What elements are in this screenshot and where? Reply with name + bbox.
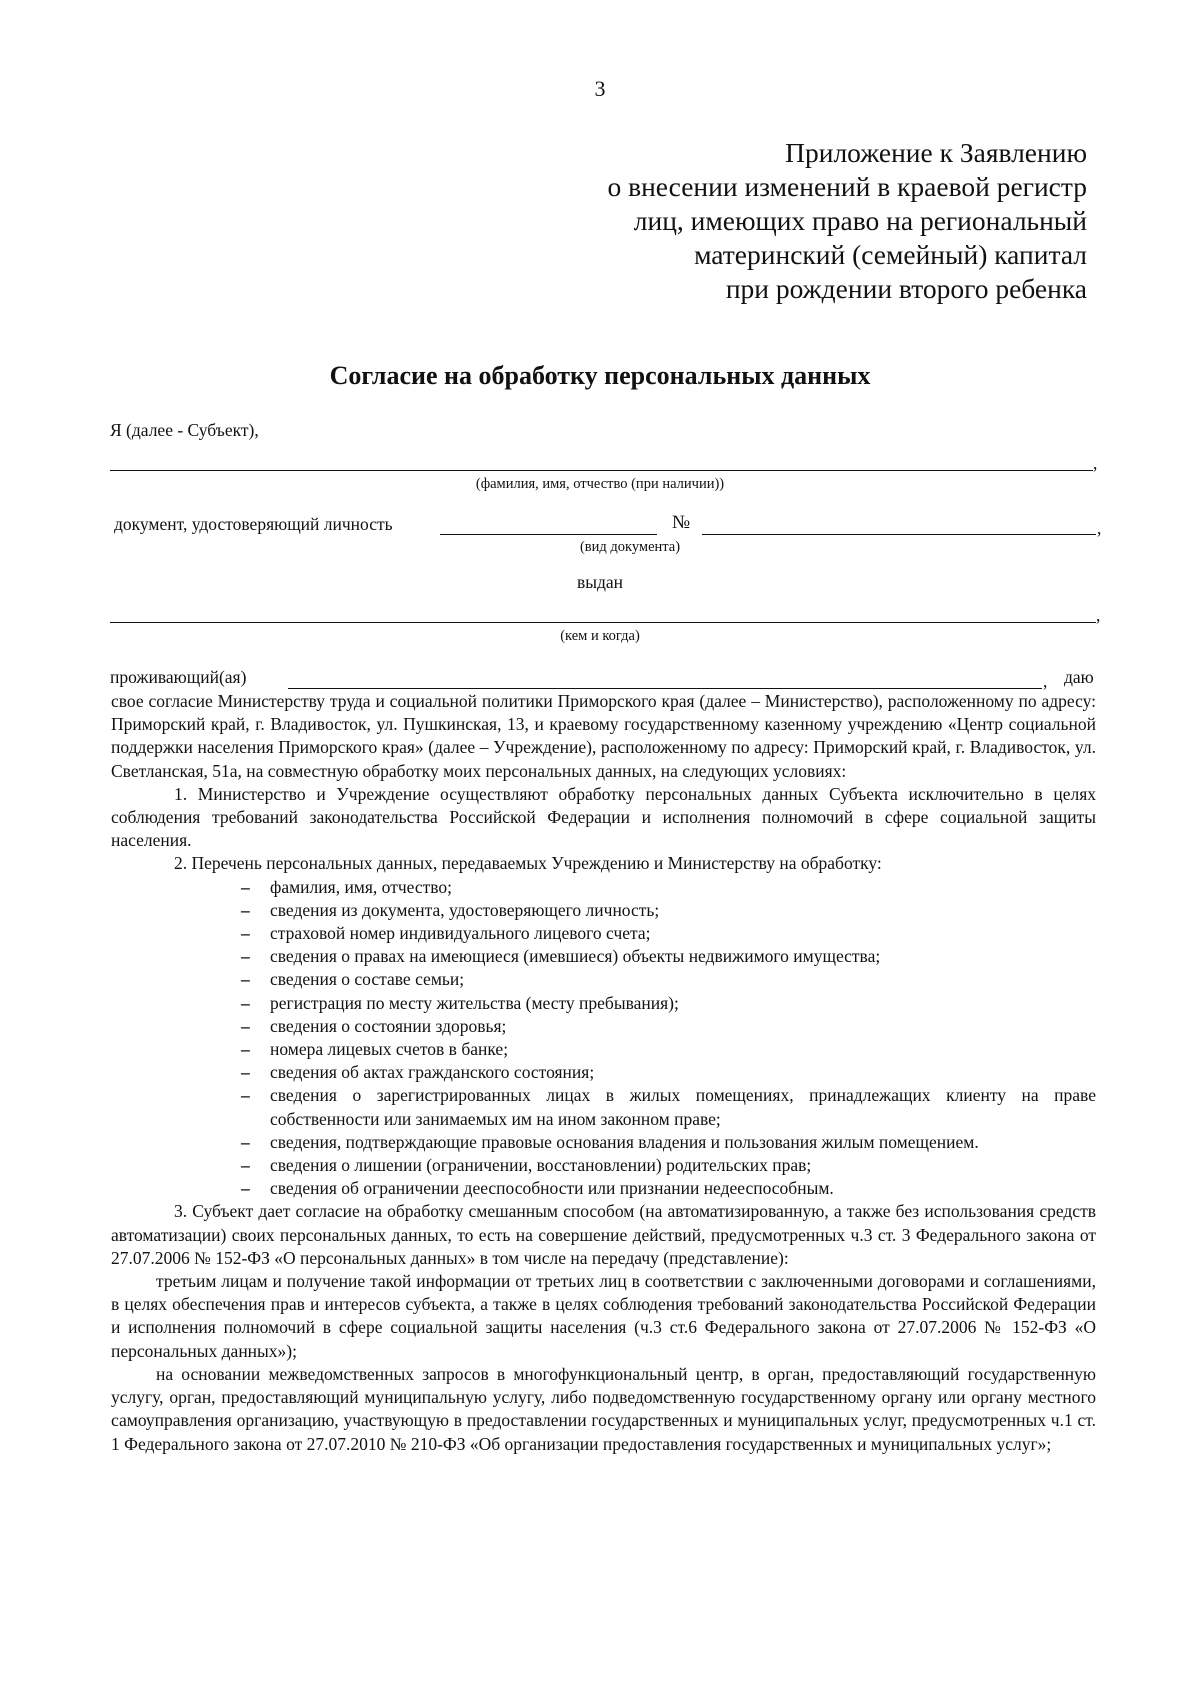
item-1-paragraph: 1. Министерство и Учреждение осуществляют обработку персональных данных Субъекта исключительно в целях соблюдения требований законодательства Российской Федерации и исполнения полномочий в сфере социальной защиты населения. (111, 783, 1096, 851)
id-document-label: документ, удостоверяющий личность (114, 514, 393, 534)
issued-by-caption: (кем и когда) (560, 628, 640, 644)
appendix-line: лиц, имеющих право на региональный (633, 205, 1087, 236)
list-item: – номера лицевых счетов в банке; (270, 1038, 1096, 1061)
personal-data-list (111, 876, 1096, 1201)
list-item: – сведения о составе семьи; (270, 968, 1096, 991)
list-item: – сведения о лишении (ограничении, восстановлении) родительских прав; (270, 1154, 1096, 1177)
document-number-line (702, 534, 1096, 535)
comma: , (1093, 453, 1098, 473)
list-item: – регистрация по месту жительства (месту пребывания); (270, 992, 1096, 1015)
item-2-paragraph: 2. Перечень персональных данных, передаваемых Учреждению и Министерству на обработку: (174, 853, 882, 874)
appendix-line: при рождении второго ребенка (725, 273, 1087, 304)
consent-paragraph: свое согласие Министерству труда и социальной политики Приморского края (далее – Министерство), расположенному по адресу: Приморский край, г. Владивосток, ул. Пушкинская, 13, и краевому государственному казенному учреждению «Центр социальной поддержки населения Приморского края» (далее – Учреждение), расположенному по адресу: Приморский край, г. Владивосток, ул. Светланская, 51а, на совместную обработку моих персональных данных, на следующих условиях: (111, 691, 1096, 781)
subject-intro: Я (далее - Субъект), (110, 420, 259, 440)
appendix-line: о внесении изменений в краевой регистр (607, 171, 1087, 202)
number-sign: № (672, 512, 691, 533)
document-type-caption: (вид документа) (579, 539, 681, 555)
comma: , (1097, 518, 1102, 538)
list-item: – сведения об ограничении дееспособности или признании недееспособным. (270, 1177, 1096, 1200)
appendix-line: материнский (семейный) капитал (694, 239, 1087, 270)
list-item: – сведения о состоянии здоровья; (270, 1015, 1096, 1038)
document-type-line (440, 534, 657, 535)
item-3-paragraph: 3. Субъект дает согласие на обработку смешанным способом (на автоматизированную, а также без использования средств автоматизации) своих персональных данных, то есть на совершение действий, предусмотренных ч.3 ст. 3 Федерального закона от 27.07.2006 № 152-ФЗ «О персональных данных» в том числе на передачу (представление): (111, 1201, 1096, 1268)
interagency-paragraph: на основании межведомственных запросов в многофункциональный центр, в орган, предоставляющий государственную услугу, орган, предоставляющий муниципальную услугу, либо подведомственную государственному органу или органу местного самоуправления организацию, участвующую в предоставлении государственных и муниципальных услуг, предусмотренных ч.1 ст. 1 Федерального закона от 27.07.2010 № 210-ФЗ «Об организации предоставления государственных и муниципальных услуг»; (111, 1363, 1096, 1454)
page-number: 3 (594, 76, 606, 101)
list-item: – фамилия, имя, отчество; (270, 876, 1096, 899)
full-name-caption: (фамилия, имя, отчество (при наличии)) (475, 476, 725, 492)
list-item: – сведения об актах гражданского состояния; (270, 1061, 1096, 1084)
document-title: Согласие на обработку персональных данных (329, 361, 871, 390)
list-item: – сведения о правах на имеющиеся (имевшиеся) объекты недвижимого имущества; (270, 945, 1096, 968)
appendix-line: Приложение к Заявлению (785, 137, 1087, 168)
address-line (288, 688, 1042, 689)
comma: , (1043, 671, 1048, 691)
list-item: – сведения из документа, удостоверяющего личность; (270, 899, 1096, 922)
give-label: даю (1064, 667, 1094, 687)
list-item: – сведения, подтверждающие правовые основания владения и пользования жилым помещением. (270, 1131, 1096, 1154)
full-name-line (110, 470, 1093, 471)
list-item: – сведения о зарегистрированных лицах в жилых помещениях, принадлежащих клиенту на праве собственности или занимаемых им на ином законном праве; (270, 1084, 1096, 1130)
issued-by-line (110, 622, 1096, 623)
residing-label: проживающий(ая) (110, 667, 247, 687)
consent-body (111, 690, 1096, 1456)
issued-label: выдан (576, 572, 624, 592)
comma: , (1096, 605, 1101, 625)
third-parties-paragraph: третьим лицам и получение такой информации от третьих лиц в соответствии с заключенными договорами и соглашениями, в целях обеспечения прав и интересов субъекта, а также в целях соблюдения требований законодательства Российской Федерации и исполнения полномочий в сфере социальной защиты населения (ч.3 ст.6 Федерального закона от 27.07.2006 № 152-ФЗ «О персональных данных»); (111, 1271, 1096, 1361)
list-item: – страховой номер индивидуального лицевого счета; (270, 922, 1096, 945)
appendix-header (607, 136, 1087, 306)
